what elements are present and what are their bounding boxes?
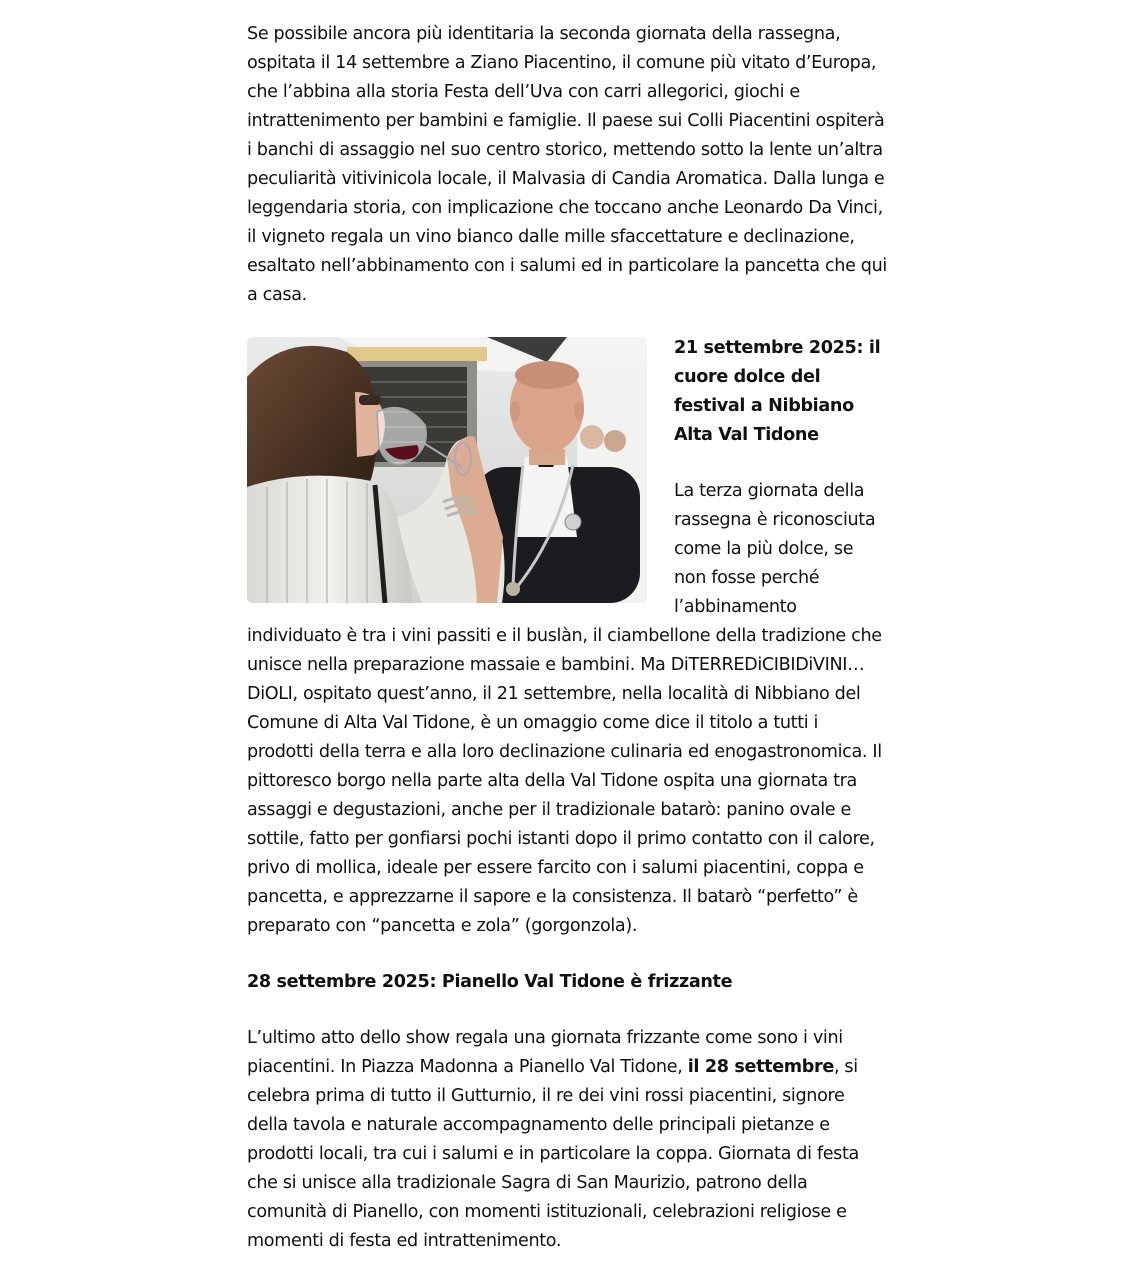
paragraph-nibbiano: La terza giornata della rassegna è riconosciuta come la più dolce, se non fosse perché l’abbinamento individuato è tra i vini passiti e il buslàn, il ciambellone della tradizione che unisce nella preparazione massaie e bambini. Ma DiTERREDiCIBIDiVINI… DiOLI, ospitato quest’anno, il 21 settembre, nella località di Nibbiano del Comune di Alta Val Tidone, è un omaggio come dice il titolo a tutti i prodotti della terra e alla loro declinazione culinaria ed enogastronomica. Il pittoresco borgo nella parte alta della Val Tidone ospita una giornata tra assaggi e degustazioni, anche per il tradizionale batarò: panino ovale e sottile, fatto per gonfiarsi pochi istanti dopo il primo contatto con il calore, privo di mollica, ideale per essere farcito con i salumi piacentini, coppa e pancetta, e apprezzarne il sapore e la consistenza. Il batarò “perfetto” è preparato con “pancetta e zola” (gorgonzola). (247, 481, 882, 936)
paragraph-pianello-start: L’ultimo atto dello show regala una giornata frizzante come sono i vini piacentini. In Piazza Madonna a Pianello Val Tidone, (247, 1028, 843, 1077)
heading-nibbiano: 21 settembre 2025: il cuore dolce del festival a Nibbiano Alta Val Tidone (674, 338, 881, 445)
date-highlight: il 28 settembre (687, 1057, 834, 1077)
paragraph-pianello-end: , si celebra prima di tutto il Gutturnio, il re dei vini rossi piacentini, signore della tavola e naturale accompagnamento delle principali pietanze e prodotti locali, tra cui i salumi e in particolare la coppa. Giornata di festa che si unisce alla tradizionale Sagra di San Maurizio, patrono della comunità di Pianello, con momenti istituzionali, celebrazioni religiose e momenti di festa ed intrattenimento. (247, 1057, 859, 1251)
paragraph-pianello (247, 1024, 887, 1256)
paragraph-ziano: Se possibile ancora più identitaria la seconda giornata della rassegna, ospitata il 14 settembre a Ziano Piacentino, il comune più vitato d’Europa, che l’abbina alla storia Festa dell’Uva con carri allegorici, giochi e intrattenimento per bambini e famiglie. Il paese sui Colli Piacentini ospiterà i banchi di assaggio nel suo centro storico, mettendo sotto la lente un’altra peculiarità vitivinicola locale, il Malvasia di Candia Aromatica. Dalla lunga e leggendaria storia, con implicazione che toccano anche Leonardo Da Vinci, il vigneto regala un vino bianco dalle mille sfaccettature e declinazione, esaltato nell’abbinamento con i salumi ed in particolare la pancetta che qui a casa. (247, 24, 887, 305)
heading-pianello: 28 settembre 2025: Pianello Val Tidone è frizzante (247, 972, 733, 992)
article-body (247, 20, 887, 1256)
photo-wine-tasting (247, 337, 647, 603)
